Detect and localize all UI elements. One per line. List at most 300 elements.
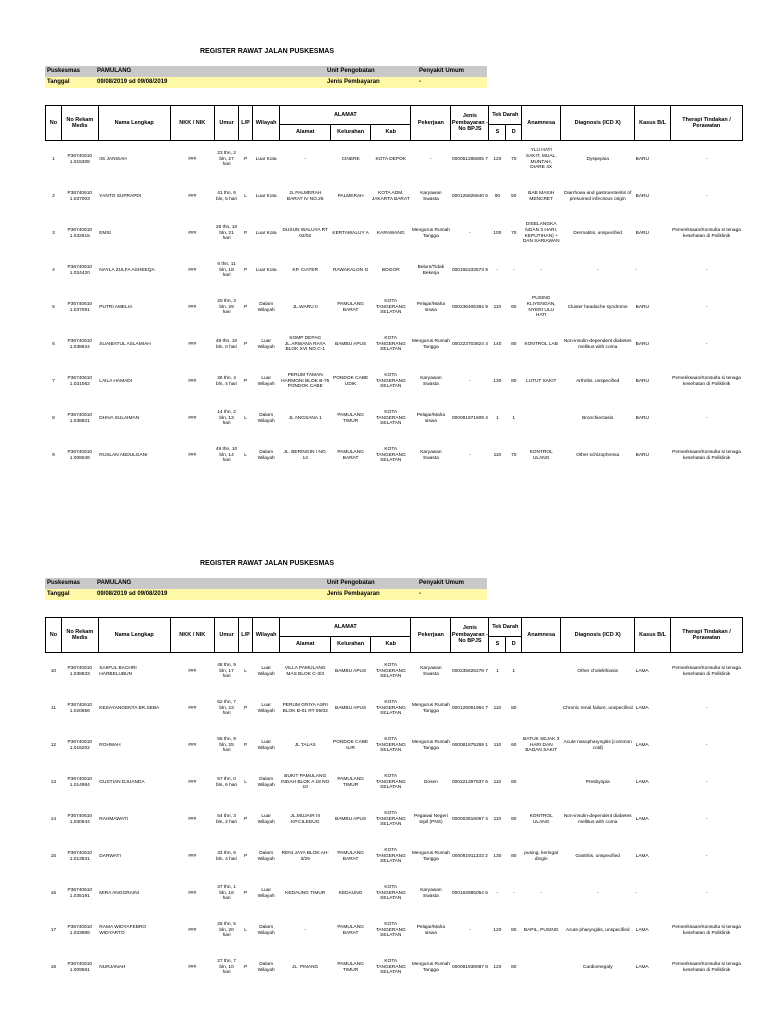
header-alamat: Alamat	[280, 637, 331, 653]
cell-alamat: JL. PINANG	[292, 964, 319, 970]
cell-pekerjaan: Pelajar/Maha siswa	[416, 301, 445, 313]
header-pekerjaan: Pekerjaan	[411, 106, 451, 141]
cell-anamnesa	[522, 653, 561, 691]
cell-nkk-nik: ###	[188, 230, 197, 236]
cell-kelurahan: PAMULANG BARAT	[337, 924, 364, 936]
tanggal-value: 09/08/2019 sd 09/08/2019	[97, 79, 168, 85]
cell-pekerjaan: Mengurus Rumah Tangga	[411, 702, 450, 714]
meta-spacer	[257, 589, 307, 600]
cell-rekam-medis: P36740610 1.020656	[67, 702, 93, 714]
cell-no: 16	[50, 890, 57, 896]
cell-kasus: LAMA	[635, 705, 649, 711]
cell-kab: KOTA TANGERANG SELATAN	[375, 335, 406, 353]
cell-terapi: -	[705, 816, 708, 822]
cell-anamnesa: DISELANGKA NGAN 3 HARI, KEPUTIHAN) + DAN SARIAWAN	[522, 221, 560, 245]
cell-bpjs: 000223703824 4	[451, 341, 488, 347]
cell-sistolik: -	[496, 267, 499, 273]
cell-nama: DARWATI	[99, 853, 121, 859]
cell-wilayah: Luar Wilayah	[257, 338, 275, 350]
cell-no: 9	[52, 452, 55, 458]
meta-spacer	[257, 578, 307, 589]
cell-nama: DHIVA SULAIMAN	[99, 415, 140, 421]
cell-alamat: VILLA PAMULANG MAS BLOK C-3/3	[284, 665, 326, 677]
cell-anamnesa: PUSING KLIYENGAN, NYERI ULU HATI	[526, 295, 556, 319]
cell-nama: IIS JANISAH	[99, 156, 127, 162]
cell-nama: SUAIBATUL ASLAMIAH	[99, 341, 151, 347]
cell-rekam-medis: P36740610 1.035191	[67, 887, 93, 899]
cell-anamnesa: -	[540, 267, 542, 273]
cell-alamat: KOMP DEPAG JL.ARWANA RAYA BLOK XVI NO.C-1	[284, 335, 326, 353]
cell-kelurahan: BAMBU APUS	[335, 668, 367, 674]
cell-sistolik: 120	[493, 156, 502, 162]
register-table	[45, 105, 743, 474]
table-body	[46, 141, 743, 475]
cell-umur: 57 thn, 0 bln, 6 hari	[216, 776, 238, 788]
cell-diagnosis: Non-insulin-dependent diabetes mellitus with coma	[563, 813, 632, 825]
cell-nkk-nik: ###	[188, 341, 197, 347]
meta-row-puskesmas	[45, 578, 487, 589]
cell-alamat: PERUM GRIYA ASRI BLOK B-01 RT 06/02	[282, 702, 328, 714]
cell-diagnosis: Cluster headache syndrome	[567, 304, 628, 310]
register-meta	[45, 578, 487, 600]
header-lp: L/P	[239, 106, 253, 141]
cell-wilayah: Dalam Wilayah	[257, 850, 275, 862]
cell-wilayah: Luar Kota	[255, 230, 277, 236]
puskesmas-label: Puskesmas	[47, 68, 81, 74]
cell-lp: L	[244, 193, 247, 199]
cell-lp: L	[244, 452, 247, 458]
cell-alamat: JL PALMERAH BARAT IV NO.26	[286, 190, 324, 202]
cell-kasus: BARU	[635, 415, 649, 421]
cell-kab: KOTA TANGERANG SELATAN	[375, 662, 406, 680]
cell-anamnesa	[522, 949, 561, 986]
cell-nkk-nik: ###	[188, 890, 197, 896]
cell-anamnesa	[522, 764, 561, 801]
cell-terapi: -	[705, 341, 708, 347]
header-rekam-medis: No Rekam Medis	[61, 618, 98, 653]
cell-kelurahan: BAMBU APUS	[335, 705, 367, 711]
cell-diastolik: 80	[511, 779, 517, 785]
cell-umur: 48 thn, 9 bln, 17 hari	[217, 662, 236, 680]
meta-row-tanggal	[45, 77, 487, 88]
cell-sistolik: 100	[493, 230, 502, 236]
cell-anamnesa: KONTROL ULANG	[529, 449, 553, 461]
cell-wilayah: Luar Kota	[255, 193, 277, 199]
cell-diagnosis: Other schizophrenia	[576, 452, 620, 458]
cell-anamnesa: KONTROL ULANG	[529, 813, 553, 825]
register-meta	[45, 66, 487, 88]
cell-diastolik: 80	[511, 341, 517, 347]
cell-pekerjaan: Karyawan Swasta	[420, 887, 442, 899]
cell-rekam-medis: P36740610 1.031062	[67, 375, 93, 387]
cell-kab: KOTA TANGERANG SELATAN	[375, 409, 406, 427]
cell-wilayah: Luar Wilayah	[257, 375, 275, 387]
cell-lp: L	[244, 779, 247, 785]
header-wilayah: Wilayah	[252, 618, 279, 653]
header-terapi: Therapi Tindakan / Perawatan	[671, 106, 743, 141]
cell-nkk-nik: ###	[188, 964, 197, 970]
cell-alamat: JL ANGSANA 1	[288, 415, 322, 421]
cell-nkk-nik: ###	[188, 452, 197, 458]
cell-lp: P	[243, 742, 248, 748]
header-anamnesa: Anamnesa	[522, 618, 561, 653]
cell-kelurahan: PAMULANG TIMUR	[337, 412, 364, 424]
cell-anamnesa: YLU HATI SAKIT, MUAL, MUNTAH, DIARE 4X	[525, 147, 557, 171]
cell-diastolik: 60	[511, 304, 517, 310]
cell-nama: GUSTIAN DJUANDA	[99, 779, 145, 785]
cell-nama: MIRA ANGGRAINI	[99, 890, 139, 896]
cell-diastolik: 80	[511, 927, 517, 933]
cell-sistolik: 120	[493, 927, 502, 933]
header-jenis-pembayaran: Jenis Pembayaran - No BPJS	[451, 618, 489, 653]
cell-umur: 52 thn, 7 bln, 23 hari	[217, 699, 236, 717]
cell-alamat: JL. BERINGIN I NO. 14	[283, 449, 327, 461]
cell-pekerjaan: Karyawan Swasta	[420, 665, 442, 677]
cell-diastolik: 80	[511, 964, 517, 970]
cell-kasus: BARU	[635, 378, 649, 384]
cell-bpjs: 000129091984 7	[451, 705, 488, 711]
cell-kab: KOTA TANGERANG SELATAN	[375, 847, 406, 865]
cell-nkk-nik: ###	[188, 304, 197, 310]
cell-kelurahan: BAMBU APUS	[335, 341, 367, 347]
cell-nama: KESAYANGENTA BR.SEBA	[99, 705, 160, 711]
cell-nama: RAMA WIDYAFEBRO WIDYARTO	[99, 924, 147, 936]
cell-umur: 20 thn, 3 bln, 29 hari	[217, 298, 236, 316]
table-row	[46, 653, 743, 691]
register-table	[45, 617, 743, 986]
cell-diagnosis: Bronchiectasis	[582, 415, 614, 421]
cell-kelurahan: PAMULANG BARAT	[337, 301, 364, 313]
cell-rekam-medis: P36740610 1.038624	[67, 338, 93, 350]
cell-kelurahan: KERTAWALUY A	[332, 230, 369, 236]
cell-umur: 37 thn, 1 bln, 18 hari	[217, 884, 236, 902]
cell-lp: P	[243, 816, 248, 822]
jenis-pembayaran-value: -	[419, 79, 421, 85]
cell-no: 5	[52, 304, 55, 310]
cell-sistolik: 140	[493, 341, 502, 347]
table-row	[46, 764, 743, 801]
cell-kasus: BARU	[635, 230, 649, 236]
cell-umur: 14 thn, 2 bln, 13 hari	[217, 409, 236, 427]
cell-bpjs: 000081871609 4	[451, 415, 488, 421]
header-tekanan-darah: Tek Darah	[489, 618, 522, 637]
cell-umur: 54 thn, 3 bln, 2 hari	[216, 813, 238, 825]
cell-kasus: BARU	[635, 452, 649, 458]
cell-wilayah: Luar Kota	[255, 156, 277, 162]
cell-wilayah: Dalam Wilayah	[257, 412, 275, 424]
cell-rekam-medis: P36740610 1.038821	[67, 412, 93, 424]
cell-umur: 33 thn, 6 bln, 4 hari	[216, 850, 238, 862]
cell-no: 15	[50, 853, 57, 859]
cell-rekam-medis: P36740610 1.032615	[67, 227, 93, 239]
cell-diastolik: 70	[511, 452, 517, 458]
cell-alamat: -	[304, 927, 307, 933]
cell-anamnesa	[522, 690, 561, 727]
cell-umur: 23 thn, 2 bln, 27 hari	[217, 150, 236, 168]
cell-kelurahan: PONDOK CABE ILIR	[333, 739, 369, 751]
cell-nama: NURJANAH	[99, 964, 126, 970]
cell-wilayah: Dalam Wilayah	[257, 961, 275, 973]
cell-terapi: -	[705, 304, 708, 310]
cell-kasus: LAMA	[635, 927, 649, 933]
cell-pekerjaan: Mengurus Rumah Tangga	[411, 739, 450, 751]
cell-diagnosis: Diarrhoea and gastroenteritis of presumed infectious origin	[564, 190, 632, 202]
cell-sistolik: 120	[493, 964, 502, 970]
cell-diastolik: -	[512, 890, 515, 896]
cell-diagnosis: Chronic renal failure, unspecified	[562, 705, 633, 711]
table-body	[46, 653, 743, 987]
cell-bpjs: 000163985054 5	[451, 890, 488, 896]
cell-wilayah: Luar Kota	[255, 267, 277, 273]
cell-nkk-nik: ###	[188, 415, 197, 421]
cell-alamat: RENI JAYA BLOK AH-3/26	[281, 850, 329, 862]
cell-kab: KOTA TANGERANG SELATAN	[375, 446, 406, 464]
cell-no: 6	[52, 341, 55, 347]
cell-sistolik: 110	[493, 779, 502, 785]
meta-spacer	[307, 578, 327, 589]
cell-no: 11	[50, 705, 56, 711]
cell-nama: LAILA HAMADI	[99, 378, 133, 384]
cell-wilayah: Luar Wilayah	[257, 887, 275, 899]
cell-nama: RUSLAN ABDULGANI	[99, 452, 148, 458]
cell-umur: 55 thn, 9 bln, 25 hari	[217, 736, 236, 754]
cell-bpjs: 000165333573 9	[451, 267, 488, 273]
cell-no: 3	[52, 230, 55, 236]
cell-wilayah: Dalam Wilayah	[257, 776, 275, 788]
cell-terapi: Pemeriksaan/Konsulta si tenaga kesehatan di Poliklinik	[672, 227, 741, 239]
header-wilayah: Wilayah	[252, 106, 279, 141]
cell-kasus: LAMA	[635, 964, 649, 970]
header-diagnosis: Diagnosis (ICD X)	[561, 106, 635, 141]
header-alamat-group: ALAMAT	[280, 618, 411, 637]
table-row	[46, 838, 743, 875]
header-diastolik: D	[506, 637, 522, 653]
cell-diastolik: 60	[511, 742, 517, 748]
cell-alamat: JL.WARU II	[292, 304, 318, 310]
cell-bpjs: 000221397837 6	[451, 779, 488, 785]
cell-bpjs: -	[469, 230, 471, 236]
cell-anamnesa: BAPIL, PUSING	[523, 927, 559, 933]
cell-sistolik: 1	[496, 415, 499, 421]
cell-alamat: PERUM TAMAN HARMONI BLOK B-75 PONDOK CABE	[281, 372, 330, 390]
cell-terapi: -	[705, 267, 708, 273]
cell-wilayah: Luar Wilayah	[257, 739, 275, 751]
cell-umur: 28 thn, 10 bln, 21 hari	[215, 224, 238, 242]
cell-diagnosis: Arthritis, unspecified	[576, 378, 620, 384]
cell-terapi: -	[705, 779, 708, 785]
cell-sistolik: 110	[493, 705, 502, 711]
cell-anamnesa: BAB MASIH MENCRET	[528, 190, 555, 202]
cell-rekam-medis: P36740610 1.008046	[67, 449, 93, 461]
cell-nama: ROHMAH	[99, 742, 121, 748]
header-tekanan-darah: Tek Darah	[489, 106, 522, 125]
cell-alamat: KEDAUNG TIMUR	[285, 890, 326, 896]
cell-umur: 49 thn, 10 bln, 14 hari	[215, 446, 238, 464]
cell-wilayah: Luar Wilayah	[257, 702, 275, 714]
cell-diagnosis: Non-insulin-dependent diabetes mellitus with coma	[563, 338, 632, 350]
cell-sistolik: 1	[496, 668, 499, 674]
cell-kelurahan: PONDOK CABE UDIK	[333, 375, 369, 387]
cell-diastolik: 70	[511, 156, 517, 162]
cell-anamnesa	[522, 400, 561, 437]
cell-bpjs: 000081938087 8	[451, 964, 488, 970]
cell-sistolik: 130	[493, 378, 502, 384]
cell-wilayah: Luar Wilayah	[257, 813, 275, 825]
cell-pekerjaan: Karyawan Swasta	[420, 190, 442, 202]
cell-anamnesa: KONTROL LAB	[524, 341, 558, 347]
cell-terapi: -	[705, 415, 708, 421]
table-row	[46, 727, 743, 764]
table-row	[46, 949, 743, 986]
cell-nkk-nik: ###	[188, 156, 197, 162]
cell-diagnosis: Cardiomegaly	[582, 964, 613, 970]
cell-rekam-medis: P36740610 1.009561	[67, 961, 93, 973]
cell-kab: KOTA TANGERANG SELATAN	[375, 736, 406, 754]
unit-label: Unit Pengobatan	[327, 68, 375, 74]
table-row	[46, 801, 743, 838]
cell-kab: KOTA DEPOK	[375, 156, 407, 162]
cell-alamat: DUSUN WALUYA RT 02/02	[282, 227, 328, 239]
cell-rekam-medis: P36740610 1.024420	[67, 264, 93, 276]
cell-kasus: LAMA	[635, 853, 649, 859]
cell-terapi: -	[705, 705, 708, 711]
cell-kelurahan: CINERE	[341, 156, 360, 162]
cell-pekerjaan: Karyawan Swasta	[420, 375, 442, 387]
cell-wilayah: Luar Wilayah	[257, 665, 275, 677]
header-nama: Nama Lengkap	[98, 106, 170, 141]
header-sistolik: S	[489, 125, 506, 141]
cell-terapi: -	[705, 156, 708, 162]
cell-nama: YANTO SUPRAPDI	[99, 193, 142, 199]
cell-diagnosis: Gastritis, unspecified	[575, 853, 620, 859]
cell-no: 7	[52, 378, 55, 384]
cell-pekerjaan: Mengurus Rumah Tangga	[411, 850, 450, 862]
cell-kab: BOGOR	[381, 267, 400, 273]
cell-terapi: -	[705, 890, 708, 896]
cell-umur: 49 thn, 10 bln, 0 hari	[215, 338, 238, 350]
tanggal-label: Tanggal	[47, 591, 70, 597]
cell-lp: P	[243, 378, 248, 384]
cell-anamnesa: LUTUT SAKIT	[525, 378, 557, 384]
cell-no: 8	[52, 415, 55, 421]
cell-bpjs: 000081911333 2	[452, 853, 488, 859]
cell-kab: KOTA TANGERANG SELATAN	[375, 958, 406, 976]
cell-kelurahan: PAMULANG TIMUR	[337, 776, 364, 788]
cell-diastolik: 1	[512, 668, 516, 674]
cell-rekam-medis: P36740610 1.013931	[67, 850, 93, 862]
header-diagnosis: Diagnosis (ICD X)	[561, 618, 635, 653]
cell-bpjs: 000003618067 4	[451, 816, 488, 822]
meta-row-puskesmas	[45, 66, 487, 77]
meta-spacer	[307, 66, 327, 77]
cell-diagnosis: Other cholelithiasis	[577, 668, 618, 674]
header-alamat: Alamat	[280, 125, 331, 141]
header-nkk-nik: NKK / NIK	[170, 106, 214, 141]
cell-alamat: JL.MUJAIR III KP.CILEDUG	[290, 813, 321, 825]
cell-diastolik: 80	[511, 378, 517, 384]
header-kasus: Kasus B/L	[635, 106, 671, 141]
cell-kab: KOTA TANGERANG SELATAN	[375, 884, 406, 902]
cell-wilayah: Dalam Wilayah	[257, 301, 275, 313]
tanggal-label: Tanggal	[47, 79, 70, 85]
header-pekerjaan: Pekerjaan	[411, 618, 451, 653]
cell-no: 12	[50, 742, 57, 748]
cell-kasus: BARU	[635, 193, 649, 199]
cell-diastolik: 80	[511, 853, 517, 859]
cell-lp: P	[243, 304, 248, 310]
header-umur: Umur	[214, 618, 238, 653]
cell-pekerjaan: Pelajar/Maha siswa	[416, 412, 445, 424]
cell-anamnesa: BATUK SEJAK 3 HARI DAN BADAN SAKIT	[523, 736, 560, 754]
header-kelurahan: Kelurahan	[331, 637, 371, 653]
puskesmas-value: PAMULANG	[97, 68, 132, 74]
header-lp: L/P	[239, 618, 253, 653]
cell-rekam-medis: P36740610 1.030944	[67, 813, 93, 825]
cell-pekerjaan: Karyawan Swasta	[420, 449, 442, 461]
cell-nkk-nik: ###	[188, 267, 197, 273]
cell-diagnosis: -	[596, 267, 599, 273]
cell-no: 1	[52, 156, 55, 162]
cell-kab: KOTA TANGERANG SELATAN	[375, 810, 406, 828]
cell-nkk-nik: ###	[188, 742, 197, 748]
cell-lp: P	[243, 964, 248, 970]
cell-kasus: BARU	[635, 341, 649, 347]
cell-kasus: -	[635, 890, 638, 896]
cell-bpjs: 000236406384 9	[451, 304, 488, 310]
cell-wilayah: Dalam Wilayah	[257, 449, 275, 461]
cell-nkk-nik: ###	[188, 705, 197, 711]
cell-sistolik: 110	[493, 816, 502, 822]
cell-pekerjaan: Mengurus Rumah Tangga	[411, 338, 450, 350]
cell-pekerjaan: Mengurus Rumah Tangga	[411, 227, 450, 239]
header-nkk-nik: NKK / NIK	[170, 618, 214, 653]
cell-kasus: LAMA	[635, 779, 649, 785]
cell-pekerjaan: Mengurus Rumah Tangga	[411, 961, 450, 973]
meta-spacer	[307, 589, 327, 600]
meta-spacer	[257, 66, 307, 77]
cell-kelurahan: BAMBU APUS	[335, 816, 367, 822]
cell-wilayah: Dalam Wilayah	[257, 924, 275, 936]
cell-nkk-nik: ###	[188, 193, 197, 199]
cell-pekerjaan: -	[430, 156, 432, 162]
cell-alamat: BUKIT PAMULANG INDAH BLOK A 18 NO 10	[281, 773, 330, 791]
cell-kab: KARAWANG	[376, 230, 405, 236]
cell-nama: PUTRI AMELIA	[99, 304, 133, 310]
cell-no: 4	[52, 267, 55, 273]
cell-diagnosis: Acute nasopharyngitis [common cold]	[563, 739, 632, 751]
table-row	[46, 875, 743, 912]
header-jenis-pembayaran: Jenis Pembayaran - No BPJS	[451, 106, 489, 141]
cell-rekam-medis: P36740610 1.015308	[67, 153, 93, 165]
cell-kasus: BARU	[635, 304, 649, 310]
cell-no: 2	[52, 193, 55, 199]
page-title: REGISTER RAWAT JALAN PUSKESMAS	[199, 48, 335, 55]
cell-nkk-nik: ###	[188, 816, 197, 822]
cell-rekam-medis: P36740610 1.037003	[67, 190, 93, 202]
cell-bpjs: -	[469, 378, 471, 384]
cell-alamat: JL TALAS	[294, 742, 316, 748]
header-sistolik: S	[489, 637, 506, 653]
header-kab: Kab	[371, 125, 411, 141]
cell-nama: RAHMAWATI	[99, 816, 128, 822]
cell-kelurahan: KEDAUNG	[338, 890, 363, 896]
cell-no: 18	[50, 964, 57, 970]
cell-kasus: LAMA	[635, 816, 649, 822]
cell-lp: P	[243, 705, 248, 711]
cell-bpjs: 000125826540 6	[451, 193, 488, 199]
cell-terapi: Pemeriksaan/Konsulta si tenaga kesehatan di Poliklinik	[672, 375, 741, 387]
cell-diagnosis: Presbyopia	[585, 779, 610, 785]
